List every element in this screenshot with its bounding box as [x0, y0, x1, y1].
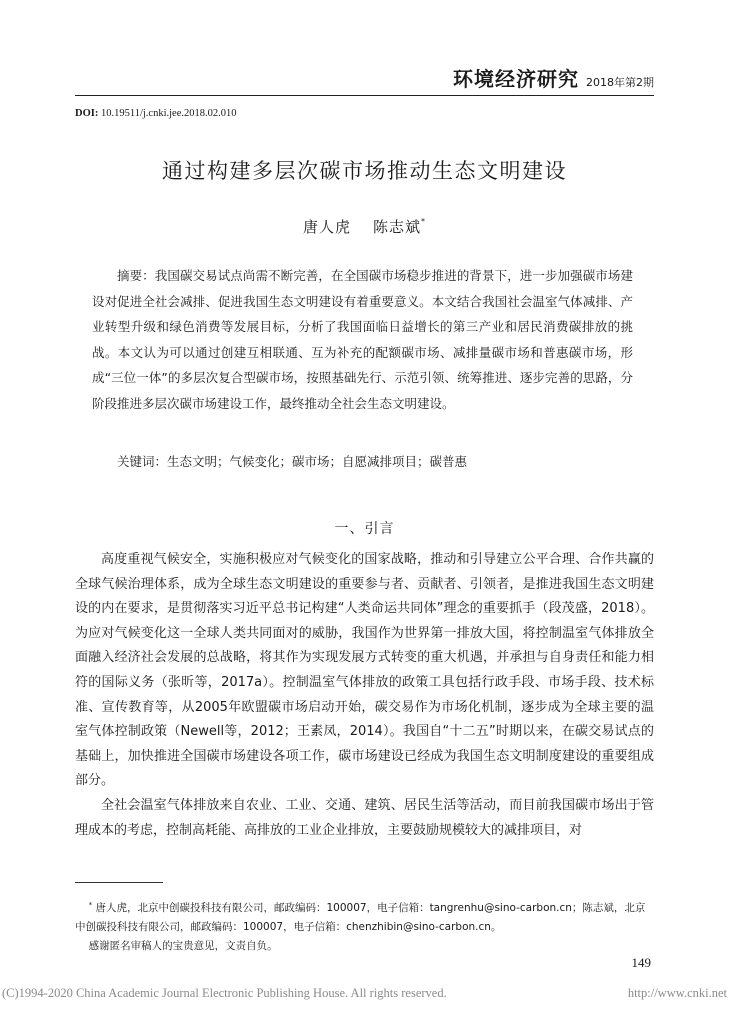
running-header — [75, 62, 654, 96]
footnote-author-info — [75, 896, 654, 937]
doi-value[interactable]: 10.19511/j.cnki.jee.2018.02.010 — [100, 108, 237, 119]
header-divider — [75, 95, 654, 96]
copyright-text: (C)1994-2020 China Academic Journal Electronic Publishing House. All rights reserved. — [2, 986, 447, 1000]
author-line — [0, 216, 729, 237]
abstract-text: 我国碳交易试点尚需不断完善，在全国碳市场稳步推进的背景下，进一步加强碳市场建设对促进全社会减排、促进我国生态文明建设有着重要意义。本文结合我国社会温室气体减排、产业转型升级和绿色消费等发展目标，分析了我国面临日益增长的第三产业和居民消费碳排放的挑战。本文认为可以通过创建互相联通、互为补充的配额碳市场、减排量碳市场和普惠碳市场，形成“三位一体”的多层次复合型碳市场，按照基础先行、示范引领、统筹推进、逐步完善的思路，分阶段推进多层次碳市场建设工作，最终推动全社会生态文明建设。 — [92, 268, 633, 411]
section-heading: 一、引言 — [334, 521, 395, 537]
issue-label: 2018年第2期 — [586, 76, 654, 89]
body-paragraph: 全社会温室气体排放来自农业、工业、交通、建筑、居民生活等活动，而目前我国碳市场出于管理成本的考虑，控制高耗能、高排放的工业企业排放，主要鼓励规模较大的减排项目，对 — [75, 797, 654, 838]
abstract-label: 摘要： — [117, 268, 155, 283]
footnote-divider — [75, 882, 163, 883]
body-paragraph: 高度重视气候安全，实施积极应对气候变化的国家战略，推动和引导建立公平合理、合作共赢的全球气候治理体系，成为全球生态文明建设的重要参与者、贡献者、引领者，是推进我国生态文明建设的内在要求，是贯彻落实习近平总书记构建“人类命运共同体”理念的重要抓手（段茂盛，2018）。为应对气候变化这一全球人类共同面对的威胁，我国作为世界第一排放大国，将控制温室气体排放全面融入经济社会发展的总战略，将其作为实现发展方式转变的重大机遇，并承担与自身责任和能力相符的国际义务（张昕等，2017a）。控制温室气体排放的政策工具包括行政手段、市场手段、技术标准、宣传教育等，从2005年欧盟碳市场启动开始，碳交易作为市场化机制，逐步成为全球主要的温室气体控制政策（Newell等，2012；王素凤，2014）。我国自“十二五”时期以来，在碳交易试点的基础上，加快推进全国碳市场建设各项工作，碳市场建设已经成为我国生态文明制度建设的重要组成部分。 — [75, 552, 654, 789]
author-footnote-mark[interactable]: * — [421, 217, 427, 226]
page-number: 149 — [631, 955, 651, 970]
cnki-link[interactable]: http://www.cnki.net — [627, 986, 727, 1000]
footnotes — [75, 896, 654, 956]
keywords-text: 生态文明；气候变化；碳市场；自愿减排项目；碳普惠 — [167, 454, 468, 469]
copyright-watermark — [2, 986, 727, 1001]
doi-label: DOI: — [75, 108, 99, 119]
keywords-label: 关键词： — [117, 454, 168, 469]
journal-name: 环境经济研究 — [453, 67, 579, 91]
body-text — [75, 548, 654, 843]
doi-line — [75, 108, 236, 119]
footnote-mark: * — [88, 901, 93, 909]
keywords — [117, 452, 633, 470]
footnote-thanks: 感谢匿名审稿人的宝贵意见，文责自负。 — [88, 940, 278, 952]
author-first: 唐人虎 — [302, 218, 351, 236]
footnote-author-text: 唐人虎，北京中创碳投科技有限公司，邮政编码：100007，电子信箱：tangrenhu@sino-carbon.cn；陈志斌，北京中创碳投科技有限公司，邮政编码：100007，电子信箱：chenzhibin@sino-carbon.cn。 — [75, 902, 646, 933]
author-second: 陈志斌 — [373, 218, 422, 236]
paper-title: 通过构建多层次碳市场推动生态文明建设 — [162, 159, 567, 183]
abstract — [92, 263, 633, 416]
